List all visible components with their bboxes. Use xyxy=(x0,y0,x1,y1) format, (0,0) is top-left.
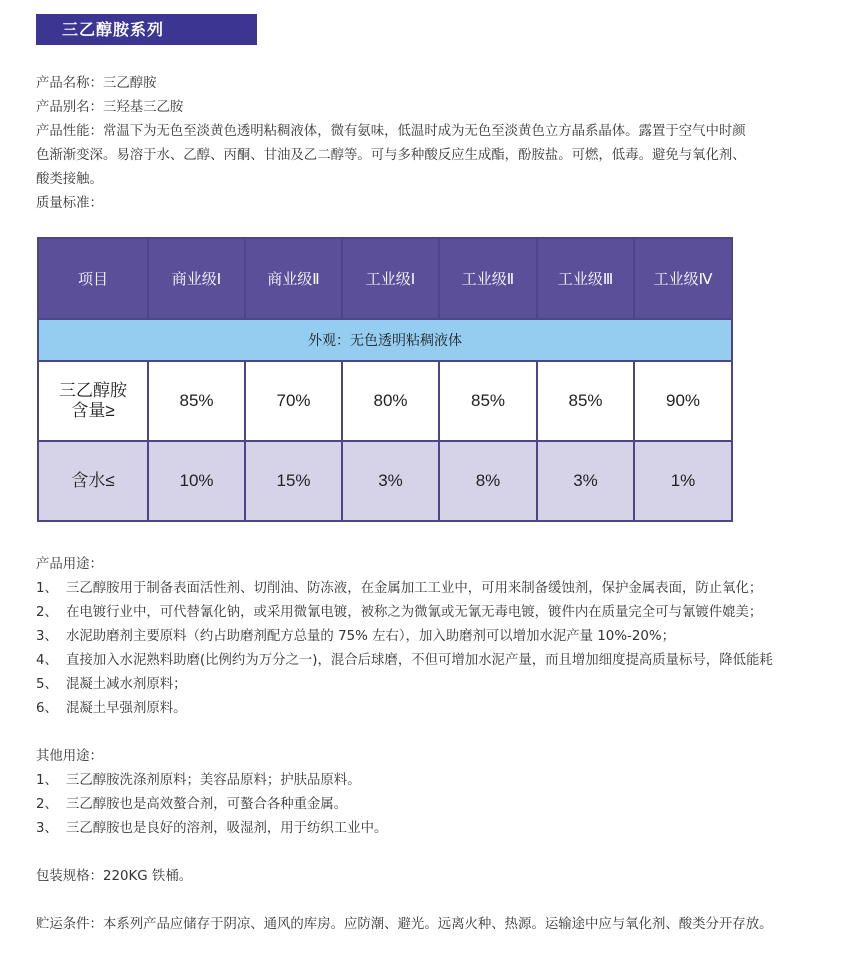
water-label: 含水≤ xyxy=(38,441,148,521)
banner-title: 三乙醇胺系列 xyxy=(62,20,165,39)
table-cell: 70% xyxy=(245,361,342,441)
packaging-spec: 包装规格：220KG 铁桶。 xyxy=(36,869,193,884)
table-cell: 85% xyxy=(148,361,245,441)
spacer xyxy=(36,889,836,913)
table-cell: 10% xyxy=(148,441,245,521)
product-properties-line-1: 产品性能：常温下为无色至淡黄色透明粘稠液体，微有氨味，低温时成为无色至淡黄色立方晶系晶体。露置于空气中时颜 xyxy=(36,124,746,139)
water-row xyxy=(38,441,732,521)
table-cell: 80% xyxy=(342,361,439,441)
appearance-row xyxy=(38,319,732,361)
list-item: 4、 直接加入水泥熟料助磨(比例约为万分之一)，混合后球磨，不但可增加水泥产量，而且增加细度提高质量标号，降低能耗 xyxy=(36,653,773,668)
header-commercial-2: 商业级Ⅱ xyxy=(245,238,342,319)
purity-row xyxy=(38,361,732,441)
quality-standard-label: 质量标准： xyxy=(36,196,103,211)
spacer xyxy=(36,721,836,745)
appearance-cell: 外观：无色透明粘稠液体 xyxy=(38,319,732,361)
spacer xyxy=(36,841,836,865)
list-item: 6、 混凝土早强剂原料。 xyxy=(36,701,187,716)
header-industrial-2: 工业级Ⅱ xyxy=(439,238,537,319)
storage-conditions: 贮运条件：本系列产品应储存于阴凉、通风的库房。应防潮、避光。远离火种、热源。运输途中应与氧化剂、酸类分开存放。 xyxy=(36,917,773,932)
usage-section xyxy=(36,553,836,937)
product-properties-line-3: 酸类接触。 xyxy=(36,172,103,187)
other-uses-title: 其他用途： xyxy=(36,749,103,764)
list-item: 1、 三乙醇胺洗涤剂原料；美容品原料；护肤品原料。 xyxy=(36,773,361,788)
table-cell: 3% xyxy=(342,441,439,521)
list-item: 1、 三乙醇胺用于制备表面活性剂、切削油、防冻液，在金属加工工业中，可用来制备缓蚀剂，保护金属表面，防止氧化； xyxy=(36,581,763,596)
uses-title: 产品用途： xyxy=(36,557,103,572)
table-cell: 15% xyxy=(245,441,342,521)
list-item: 2、 在电镀行业中，可代替氰化钠，或采用微氰电镀，被称之为微氰或无氰无毒电镀，镀件内在质量完全可与氰镀件媲美； xyxy=(36,605,763,620)
list-item: 5、 混凝土减水剂原料； xyxy=(36,677,187,692)
list-item: 3、 水泥助磨剂主要原料（约占助磨剂配方总量的 75% 左右），加入助磨剂可以增加水泥产量 10%-20%； xyxy=(36,629,676,644)
table-cell: 1% xyxy=(634,441,732,521)
header-industrial-4: 工业级Ⅳ xyxy=(634,238,732,319)
product-info xyxy=(36,72,826,216)
purity-label-line-2: 含量≥ xyxy=(71,401,115,420)
table-cell: 90% xyxy=(634,361,732,441)
table-cell: 85% xyxy=(439,361,537,441)
list-item: 3、 三乙醇胺也是良好的溶剂，吸湿剂，用于纺织工业中。 xyxy=(36,821,388,836)
table-cell: 85% xyxy=(537,361,634,441)
header-item: 项目 xyxy=(38,238,148,319)
table-header-row xyxy=(38,238,732,319)
product-alias: 产品别名：三羟基三乙胺 xyxy=(36,100,184,115)
section-banner xyxy=(36,14,257,45)
header-industrial-1: 工业级Ⅰ xyxy=(342,238,439,319)
purity-label-line-1: 三乙醇胺 xyxy=(59,381,127,400)
product-name: 产品名称：三乙醇胺 xyxy=(36,76,157,91)
table-cell: 3% xyxy=(537,441,634,521)
header-commercial-1: 商业级Ⅰ xyxy=(148,238,245,319)
quality-table xyxy=(37,237,733,522)
product-properties-line-2: 色渐渐变深。易溶于水、乙醇、丙酮、甘油及乙二醇等。可与多种酸反应生成酯，酚胺盐。可燃，低毒。避免与氧化剂、 xyxy=(36,148,746,163)
header-industrial-3: 工业级Ⅲ xyxy=(537,238,634,319)
list-item: 2、 三乙醇胺也是高效螯合剂，可螯合各种重金属。 xyxy=(36,797,348,812)
purity-label xyxy=(38,361,148,441)
table-cell: 8% xyxy=(439,441,537,521)
